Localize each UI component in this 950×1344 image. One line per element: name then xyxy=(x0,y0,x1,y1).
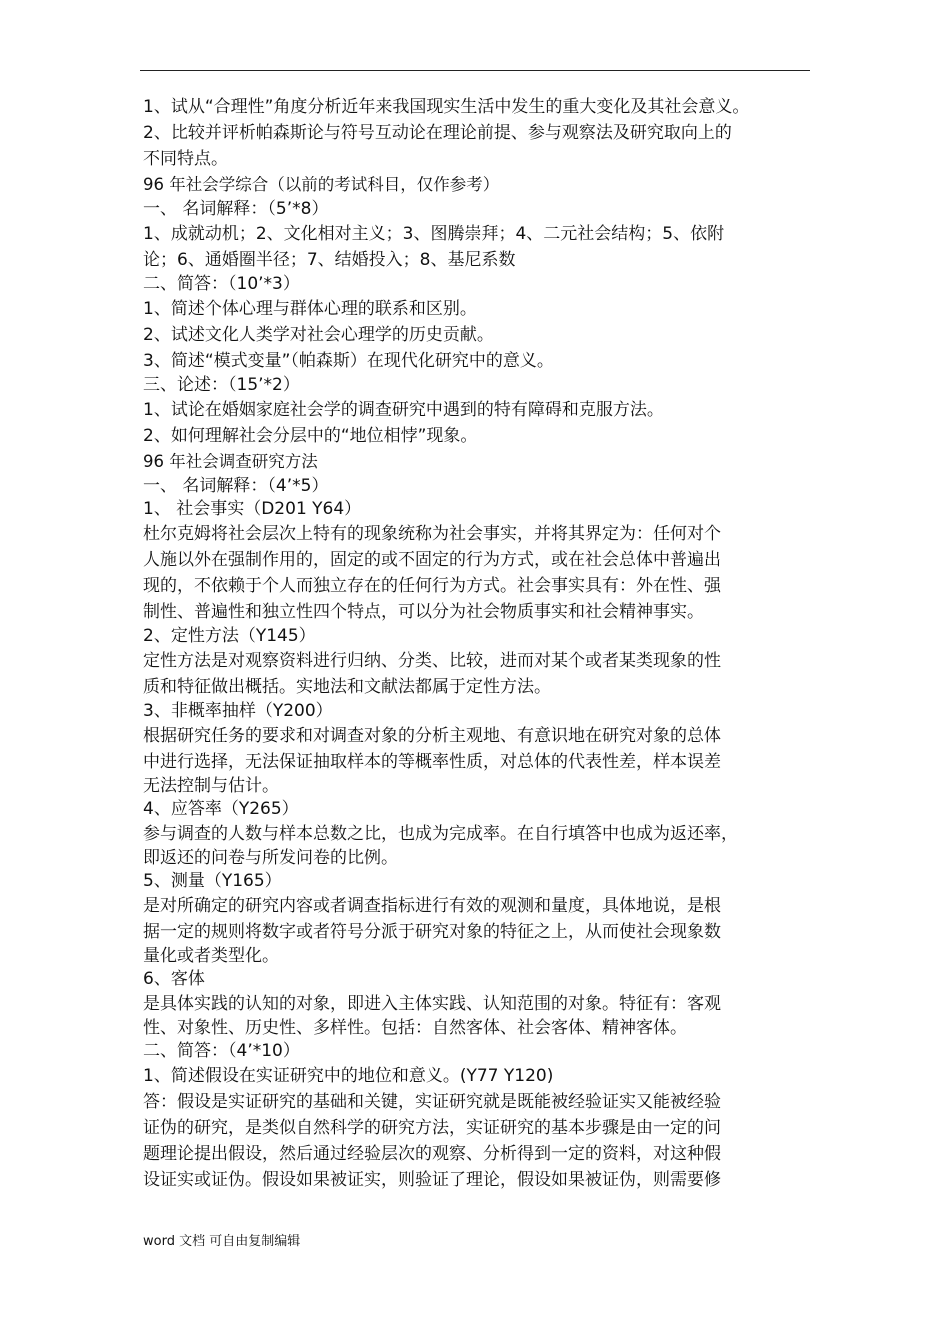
text-line: 题理论提出假设，然后通过经验层次的观察、分析得到一定的资料，对这种假 xyxy=(143,1144,721,1164)
text-line: 参与调查的人数与样本总数之比，也成为完成率。在自行填答中也成为返还率， xyxy=(143,824,738,844)
text-line: 2、如何理解社会分层中的“地位相悖”现象。 xyxy=(143,426,478,446)
text-line: 现的，不依赖于个人而独立存在的任何行为方式。社会事实具有：外在性、强 xyxy=(143,576,721,596)
text-line: 人施以外在强制作用的，固定的或不固定的行为方式，或在社会总体中普遍出 xyxy=(143,550,721,570)
text-line: 制性、普遍性和独立性四个特点，可以分为社会物质事实和社会精神事实。 xyxy=(143,602,704,622)
text-line: 三、论述：（15’*2） xyxy=(143,375,300,395)
text-line: 不同特点。 xyxy=(143,149,228,169)
text-line: 6、客体 xyxy=(143,969,205,989)
text-line: 是具体实践的认知的对象，即进入主体实践、认知范围的对象。特征有：客观 xyxy=(143,994,721,1014)
text-line: 杜尔克姆将社会层次上特有的现象统称为社会事实，并将其界定为：任何对个 xyxy=(143,524,721,544)
text-line: 答：假设是实证研究的基础和关键，实证研究就是既能被经验证实又能被经验 xyxy=(143,1092,721,1112)
text-line: 性、对象性、历史性、多样性。包括：自然客体、社会客体、精神客体。 xyxy=(143,1018,687,1038)
text-line: 无法控制与估计。 xyxy=(143,776,279,796)
section-heading: 96 年社会学综合（以前的考试科目，仅作参考） xyxy=(143,175,500,194)
document-body xyxy=(143,94,823,1193)
text-line: 证伪的研究，是类似自然科学的研究方法，实证研究的基本步骤是由一定的问 xyxy=(143,1118,721,1138)
text-line: 即返还的问卷与所发问卷的比例。 xyxy=(143,848,398,868)
text-line: 质和特征做出概括。实地法和文献法都属于定性方法。 xyxy=(143,677,551,697)
header-rule xyxy=(140,70,810,71)
text-line: 1、 社会事实（D201 Y64） xyxy=(143,499,362,519)
text-line: 5、测量（Y165） xyxy=(143,871,282,891)
text-line: 是对所确定的研究内容或者调查指标进行有效的观测和量度，具体地说，是根 xyxy=(143,896,721,916)
text-line: 二、简答：（4’*10） xyxy=(143,1041,300,1061)
text-line: 设证实或证伪。假设如果被证实，则验证了理论，假设如果被证伪，则需要修 xyxy=(143,1170,721,1190)
text-line: 中进行选择，无法保证抽取样本的等概率性质，对总体的代表性差，样本误差 xyxy=(143,752,721,772)
text-line: 量化或者类型化。 xyxy=(143,946,279,966)
text-line: 2、比较并评析帕森斯论与符号互动论在理论前提、参与观察法及研究取向上的 xyxy=(143,123,732,143)
text-line: 2、定性方法（Y145） xyxy=(143,626,316,646)
text-line: 1、试论在婚姻家庭社会学的调查研究中遇到的特有障碍和克服方法。 xyxy=(143,400,664,420)
text-line: 4、应答率（Y265） xyxy=(143,799,299,819)
text-line: 一、 名词解释：（5’*8） xyxy=(143,199,329,219)
text-line: 据一定的规则将数字或者符号分派于研究对象的特征之上，从而使社会现象数 xyxy=(143,922,721,942)
text-line: 1、成就动机；2、文化相对主义；3、图腾崇拜；4、二元社会结构；5、依附 xyxy=(143,224,725,244)
text-line: 根据研究任务的要求和对调查对象的分析主观地、有意识地在研究对象的总体 xyxy=(143,726,721,746)
text-line: 二、简答：（10’*3） xyxy=(143,274,300,294)
page-footer: word 文档 可自由复制编辑 xyxy=(143,1234,301,1249)
text-line: 定性方法是对观察资料进行归纳、分类、比较，进而对某个或者某类现象的性 xyxy=(143,651,721,671)
text-line: 1、试从“合理性”角度分析近年来我国现实生活中发生的重大变化及其社会意义。 xyxy=(143,97,750,117)
text-line: 论；6、通婚圈半径；7、结婚投入；8、基尼系数 xyxy=(143,250,516,270)
text-line: 1、简述假设在实证研究中的地位和意义。(Y77 Y120) xyxy=(143,1066,554,1086)
text-line: 3、非概率抽样（Y200） xyxy=(143,701,333,721)
text-line: 3、简述“模式变量”（帕森斯）在现代化研究中的意义。 xyxy=(143,351,554,371)
section-heading: 96 年社会调查研究方法 xyxy=(143,452,318,471)
text-line: 1、简述个体心理与群体心理的联系和区别。 xyxy=(143,299,477,319)
text-line: 一、 名词解释：（4’*5） xyxy=(143,476,329,496)
text-line: 2、试述文化人类学对社会心理学的历史贡献。 xyxy=(143,325,494,345)
